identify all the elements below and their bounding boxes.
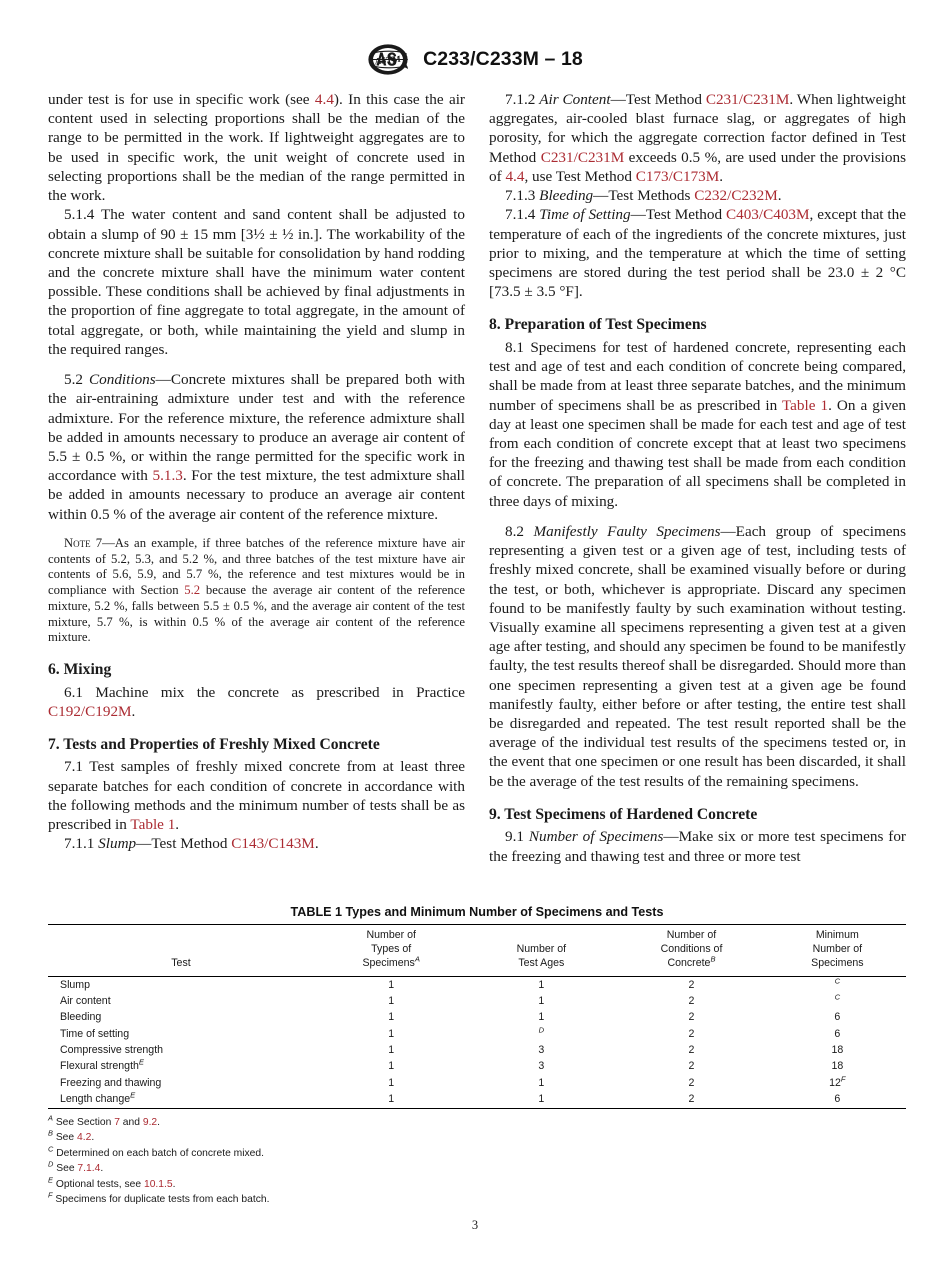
para-text: 8.1 Specimens for test of hardened concrete, representing each test and age of test and each condition of concrete being compared, shall be made from at least three separate batches, and the minimum number of specimens shall be as prescribed in (489, 338, 906, 414)
footnote-e: $^E$ Optional tests, see 10.1.5. (48, 1175, 176, 1190)
footnote-link[interactable]: 10.1.5 (143, 1178, 173, 1190)
header-number-of-types-of-specimens (314, 925, 468, 977)
cell-test-name: Freezing and thawing (60, 1076, 162, 1089)
cell-number-of-conditions: 2 (688, 978, 695, 991)
para-text: exceeds 0.5 %, are used under the provisions of (489, 148, 906, 185)
cell-test-name: Flexural strength$^E$ (60, 1057, 144, 1073)
table-head (48, 925, 906, 977)
para-text: . (314, 835, 319, 853)
cell-minimum-number: 6 (834, 1027, 841, 1040)
cell-number-of-test-ages: 1 (538, 1076, 545, 1089)
body-columns (48, 90, 906, 866)
para-text: —Concrete mixtures shall be prepared both with the air-entraining admixture under test and with the reference admixture. For the reference mixture, the reference admixture shall be added in amounts necessary to produce an average air content of 5.5 ± 0.5 %, or within the range permitted for the specific work in accordance with (48, 371, 466, 485)
para-text: 6.1 Machine mix the concrete as prescribed in Practice (64, 683, 465, 701)
note-label: Note (64, 535, 91, 550)
cell-number-of-types: 1 (388, 995, 395, 1008)
paragraph-7-1-1 (48, 834, 465, 853)
footnote-link[interactable]: 7.1.4 (77, 1163, 101, 1175)
paragraph-7-1-4 (489, 205, 906, 301)
page-header (0, 44, 950, 75)
paragraph-6-1 (48, 683, 465, 721)
cell-minimum-number: 18 (831, 1060, 844, 1073)
cell-number-of-test-ages: 1 (538, 978, 545, 991)
cell-number-of-conditions: 2 (688, 995, 695, 1008)
cell-test-name: Compressive strength (60, 1044, 164, 1056)
footnote-mark: B (48, 1128, 53, 1138)
cell-number-of-test-ages: 1 (538, 1011, 545, 1024)
para-text: under test is for use in specific work (see (48, 91, 315, 108)
clause-title: Number of Specimens (528, 828, 664, 846)
header-line: Number of (516, 942, 567, 955)
cell-number-of-test-ages: 3 (538, 1060, 545, 1073)
heading-section-8: 8. Preparation of Test Specimens (489, 316, 707, 334)
paragraph-8-2 (489, 522, 906, 791)
cell-test-name: Air content (60, 995, 111, 1008)
footnote-marker[interactable]: B (710, 954, 716, 963)
header-number-of-conditions-of-concrete (614, 925, 768, 977)
footnote-marker[interactable]: C (834, 992, 841, 1002)
table-row (48, 1010, 906, 1026)
paragraph-7-1-3 (489, 186, 906, 205)
para-text: . (719, 167, 724, 185)
cell-number-of-types: 1 (388, 1011, 395, 1024)
footnote-mark: D (48, 1159, 54, 1169)
table-caption: TABLE 1 Types and Minimum Number of Specimens and Tests (290, 905, 664, 919)
link-table-1[interactable]: Table 1 (130, 816, 176, 834)
para-text: , except that the temperature of each of the ingredients of the concrete mixtures, just prior to mixing, and the temperature at which the time of setting specimens are stored during the test period shall be 23.0 ± 2 °C [73.5 ± 3.5 °F]. (489, 206, 906, 301)
cell-test-name: Slump (60, 978, 91, 991)
heading-section-7: 7. Tests and Properties of Freshly Mixed Concrete (48, 735, 380, 753)
cell-number-of-test-ages: 1 (538, 995, 545, 1008)
header-line: Test Ages (518, 956, 565, 969)
cell-minimum-number: $12^F$ (829, 1074, 846, 1089)
header-line: Minimum (815, 929, 859, 941)
header-line: Types of (371, 942, 412, 955)
cell-number-of-conditions: 2 (688, 1060, 695, 1073)
link-c231-c231m[interactable]: C231/C231M (705, 91, 790, 108)
clause-title: Time of Setting (539, 206, 631, 224)
header-line: Conditions of (660, 942, 723, 955)
para-text: . On a given day at least one specimen shall be made for each test and age of test from each condition of concrete except that at least two specimens for the freezing and thawing test shall be made from each condition of concrete. The preparation of all specimens shall be completed in three days of mixing. (489, 396, 907, 510)
paragraph-7-1-2 (489, 90, 906, 186)
footnote-link[interactable]: 9.2 (142, 1116, 158, 1128)
para-text: —Test Method (630, 206, 726, 224)
cell-number-of-types: 1 (388, 978, 395, 991)
footnote-marker[interactable]: C (834, 976, 841, 986)
clause-title: Slump (98, 835, 137, 853)
cell-minimum-number (769, 977, 906, 994)
clause-number: 7.1.3 (505, 187, 540, 205)
header-line: Number of (812, 942, 863, 955)
clause-title: Conditions (89, 371, 156, 389)
para-text: . (131, 702, 136, 720)
table-row (48, 1026, 906, 1042)
footnote-marker[interactable]: E (130, 1090, 136, 1100)
clause-number: 7.1.4 (505, 206, 540, 224)
para-text: —Make six or more test specimens for the freezing and thawing test and three or more test (489, 828, 906, 865)
cell-number-of-types: 1 (388, 1027, 395, 1040)
link-c143-c143m[interactable]: C143/C143M (231, 835, 315, 853)
para-text: . (777, 187, 782, 205)
para-text: —Each group of specimens representing a given test or a given age of test, including tests of freshly mixed concrete, shall be examined visually before or during the test, or both, whichever is appropriate. Discard any specimen found to be manifestly faulty by such examination without testing. Visually examine all specimens representing a given test at a given age after testing, and should any specimen be found to be manifestly faulty, the test results thereof shall be disregarded. Should more than one specimen representing a given test at a given age be found manifestly faulty, either before or after testing, the entire test shall be disregarded and repeated. The test result reported shall be the average of the individual test results of the specimens tested or, in the event that one specimen or one result has been discarded, it shall be the average of the test results of the remaining specimens. (489, 522, 907, 790)
document-designation: C233/C233M – 18 (423, 48, 583, 70)
table-row (48, 1043, 906, 1059)
cell-minimum-number: 6 (834, 1011, 841, 1024)
table-row (48, 994, 906, 1010)
note-text: —As an example, if three batches of the reference mixture have air contents of 5.2, 5.3, and 5.2 %, and three batches of the test mixture have air contents of 5.6, 5.9, and 5.7 %, the reference and test mixtures would be in compliance with Section (48, 535, 465, 598)
right-column (489, 90, 906, 866)
para-text: 7.1 Test samples of freshly mixed concrete from at least three separate batches for each condition of concrete in accordance with the following methods and the minimum number of tests shall be as prescribed in (48, 758, 465, 834)
paragraph-5-1-3-continued (48, 90, 465, 205)
footnote-c: $^C$ Determined on each batch of concrete mixed. (48, 1144, 264, 1159)
footnote-d: $^D$ See 7.1.4. (48, 1159, 104, 1175)
cell-number-of-test-ages (468, 1026, 614, 1042)
cell-number-of-types: 1 (388, 1076, 395, 1089)
header-line: Number of (366, 929, 416, 941)
para-text: . For the test mixture, the test admixture shall be added in amounts necessary to produce an average air content within 0.5 % of the average air content of the reference mixture. (48, 467, 465, 523)
cell-number-of-conditions: 2 (688, 1044, 695, 1056)
header-minimum-number-of-specimens (769, 925, 906, 977)
paragraph-8-1 (489, 338, 906, 511)
cell-test-name: Time of setting (60, 1027, 130, 1040)
cell-number-of-types: 1 (388, 1060, 395, 1073)
svg-text:ASTM: ASTM (374, 53, 402, 67)
cell-number-of-types: 1 (388, 1092, 395, 1105)
link-4-4[interactable]: 4.4 (314, 91, 334, 108)
link-4-4-2[interactable]: 4.4 (505, 167, 525, 185)
paragraph-7-1 (48, 757, 465, 834)
cell-minimum-number (769, 994, 906, 1010)
link-c192-c192m[interactable]: C192/C192M (48, 702, 132, 720)
table-1-container (48, 905, 906, 1208)
clause-number: 7.1.1 (64, 835, 99, 853)
clause-title: Air Content (539, 91, 611, 108)
note-text: because the average air content of the reference mixture, 5.2 %, falls between 5.5 ± 0.5 %, and the average air content of the test mixture, 5.7 %, is within 0.5 % of the average air content of the reference mixture. (48, 583, 465, 645)
header-number-of-test-ages (468, 925, 614, 977)
footnote-b: $^B$ See 4.2. (48, 1128, 95, 1144)
para-text: ). In this case the air content used in selecting proportions shall be the median of the range to be permitted in the work. If lightweight aggregates are to be used in specific work, the unit weight of concrete used in selecting proportions shall be the median of the range permitted in the work. (48, 91, 465, 205)
footnote-mark: A (48, 1113, 53, 1123)
cell-minimum-number: 6 (834, 1092, 841, 1105)
table-row (48, 1059, 906, 1075)
footnote-marker[interactable]: D (538, 1025, 545, 1035)
cell-number-of-conditions: 2 (688, 1027, 695, 1040)
cell-test-name: Length change$^E$ (60, 1090, 136, 1105)
paragraph-5-2 (48, 370, 465, 524)
paragraph-9-1 (489, 827, 906, 865)
clause-number: 5.2 (64, 371, 89, 389)
link-c231-c231m-2[interactable]: C231/C231M (540, 148, 625, 166)
table-row (48, 1075, 906, 1091)
cell-number-of-conditions: 2 (688, 1011, 695, 1024)
clause-number: 9.1 (505, 828, 529, 846)
para-text: , use Test Method (524, 167, 636, 185)
header-test (48, 925, 314, 977)
clause-number: 8.2 (505, 522, 534, 540)
cell-number-of-test-ages: 1 (538, 1092, 545, 1105)
footnote-marker[interactable]: E (138, 1057, 144, 1067)
link-c173-c173m[interactable]: C173/C173M (635, 167, 720, 185)
footnote-marker[interactable]: A (414, 954, 420, 963)
note-number: 7 (90, 535, 103, 550)
header-line: Concrete (667, 956, 711, 969)
cell-minimum-number: 18 (831, 1044, 844, 1056)
cell-test-name: Bleeding (60, 1011, 102, 1024)
heading-section-9: 9. Test Specimens of Hardened Concrete (489, 805, 758, 823)
footnote-mark: E (48, 1175, 53, 1185)
link-5-2[interactable]: 5.2 (184, 583, 201, 598)
cell-number-of-types: 1 (388, 1044, 395, 1056)
footnote-marker[interactable]: F (840, 1074, 846, 1084)
clause-title: Manifestly Faulty Specimens (533, 522, 721, 540)
header-line: Specimens (362, 956, 415, 969)
footnote-a: $^A$ See Section 7 and 9.2. (48, 1113, 161, 1128)
table-body (48, 977, 906, 1109)
clause-number: 7.1.2 (505, 91, 540, 108)
link-5-1-3[interactable]: 5.1.3 (152, 467, 183, 485)
table-1 (48, 924, 906, 1109)
table-row (48, 1092, 906, 1109)
para-text: —Test Method (136, 835, 232, 853)
table-header-row (48, 925, 906, 977)
para-text: —Test Methods (593, 187, 695, 205)
footnote-f: $^F$ Specimens for duplicate tests from each batch. (48, 1190, 270, 1206)
heading-section-6: 6. Mixing (48, 661, 112, 679)
para-text: —Test Method (610, 91, 706, 108)
page-number: 3 (471, 1218, 479, 1232)
clause-title: Bleeding (539, 187, 594, 205)
paragraph-5-1-4: 5.1.4 The water content and sand content shall be adjusted to obtain a slump of 90 ± 15 mm [3½ ± ½ in.]. The workability of the concrete mixture shall be suitable for consolidation by hand rodding and the concrete mixture shall have the minimum water content possible. These conditions shall be achieved by final adjustments in the proportion of fine aggregate to total aggregate, in the amount of total aggregate, or both, while maintaining the yield and slump in the required ranges. (48, 206, 465, 358)
table-footnotes (48, 1115, 906, 1208)
note-7 (48, 536, 465, 646)
cell-number-of-conditions: 2 (688, 1076, 695, 1089)
header-line: Specimens (811, 956, 864, 969)
link-c403-c403m[interactable]: C403/C403M (725, 206, 810, 224)
footnote-mark: C (48, 1144, 54, 1154)
astm-logo (367, 44, 411, 75)
para-text: . (175, 816, 180, 834)
footnote-link[interactable]: 4.2 (77, 1132, 92, 1144)
header-line: Test (171, 956, 191, 969)
left-column (48, 90, 465, 866)
para-text: . When lightweight aggregates, air-cooled blast furnace slag, or aggregates of high porosity, for which the aggregate correction factor defined in Test Method (489, 91, 907, 166)
header-line: Number of (666, 929, 717, 941)
footnote-mark: F (48, 1190, 53, 1200)
link-table-1-2[interactable]: Table 1 (781, 396, 829, 414)
table-row (48, 977, 906, 994)
cell-number-of-conditions: 2 (688, 1092, 695, 1105)
footnote-link[interactable]: 7 (114, 1116, 120, 1128)
link-c232-c232m[interactable]: C232/C232M (694, 187, 778, 205)
cell-number-of-test-ages: 3 (538, 1044, 545, 1056)
